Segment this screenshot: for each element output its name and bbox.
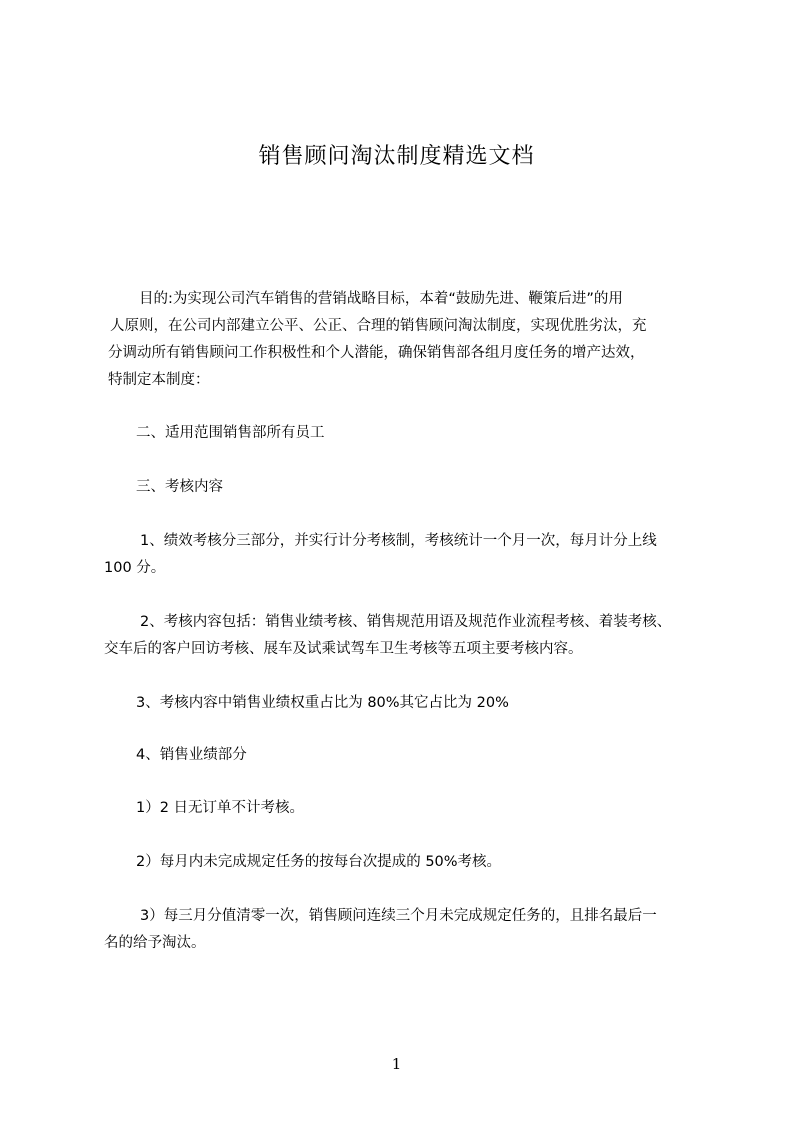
item-1-line-2: 100 分。 <box>104 560 166 576</box>
page-number: 1 <box>391 1055 402 1073</box>
item-3-paragraph <box>136 690 509 717</box>
purpose-line-1: 目的:为实现公司汽车销售的营销战略目标，本着“鼓励先进、鞭策后进”的用 <box>139 291 623 307</box>
purpose-line-4: 特制定本制度： <box>108 372 210 388</box>
item-4-text: 4、销售业绩部分 <box>136 747 247 763</box>
document-title: 销售顾问淘汰制度精选文档 <box>258 144 535 169</box>
item-4-paragraph <box>136 742 247 769</box>
sub-item-3-line-1: 3）每三月分值清零一次，销售顾问连续三个月未完成规定任务的，且排名最后一 <box>140 908 657 924</box>
sub-item-1 <box>136 795 304 822</box>
sub-item-1-text: 1）2 日无订单不计考核。 <box>136 800 305 816</box>
sub-item-2-text: 2）每月内未完成规定任务的按每台次提成的 50%考核。 <box>136 854 502 870</box>
sub-item-3-paragraph <box>104 903 657 957</box>
purpose-line-3: 分调动所有销售顾问工作积极性和个人潜能，确保销售部各组月度任务的增产达效， <box>108 345 645 361</box>
item-2-paragraph <box>104 609 671 663</box>
section-content-text: 三、考核内容 <box>136 479 223 495</box>
item-1-paragraph <box>104 528 657 582</box>
item-1-line-1: 1、绩效考核分三部分，并实行计分考核制，考核统计一个月一次，每月计分上线 <box>140 533 657 549</box>
item-2-line-2: 交车后的客户回访考核、展车及试乘试驾车卫生考核等五项主要考核内容。 <box>104 641 583 657</box>
sub-item-2 <box>136 849 501 876</box>
section-content <box>136 474 223 501</box>
section-scope <box>136 420 325 447</box>
sub-item-3-line-2: 名的给予淘汰。 <box>104 935 206 951</box>
item-2-line-1: 2、考核内容包括：销售业绩考核、销售规范用语及规范作业流程考核、着装考核、 <box>140 614 672 630</box>
item-3-text: 3、考核内容中销售业绩权重占比为 80%其它占比为 20% <box>136 695 509 711</box>
purpose-line-2: 人原则，在公司内部建立公平、公正、合理的销售顾问淘汰制度，实现优胜劣汰，充 <box>110 318 647 334</box>
section-scope-text: 二、适用范围销售部所有员工 <box>136 425 325 441</box>
purpose-paragraph <box>108 286 647 394</box>
